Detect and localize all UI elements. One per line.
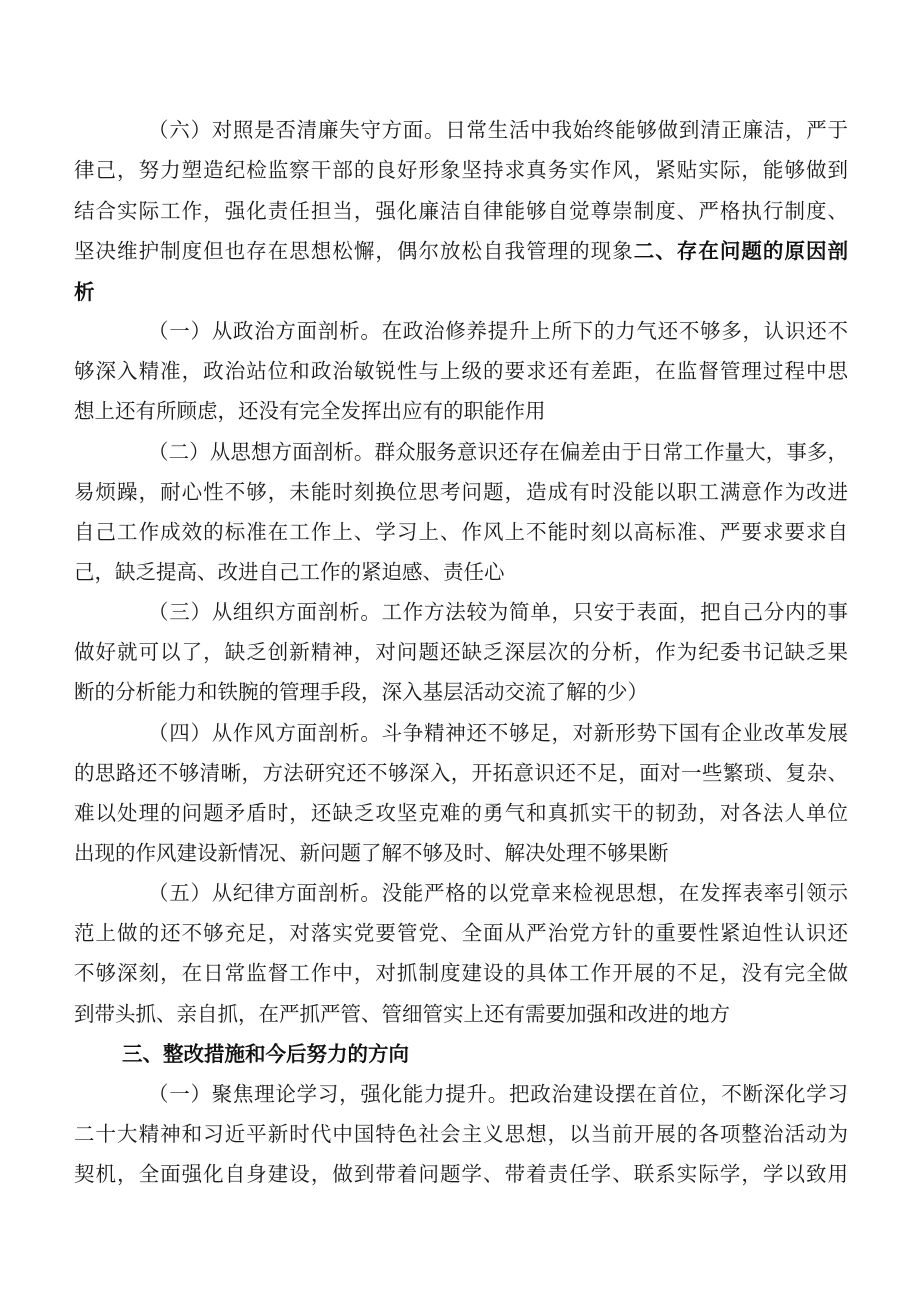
cause-5-line-3: 不够深刻，在日常监督工作中，对抓制度建设的具体工作开展的不足，没有完全做 xyxy=(74,961,848,985)
paragraph-6-line-1: （六）对照是否清廉失守方面。日常生活中我始终能够做到清正廉洁，严于 xyxy=(148,118,848,142)
cause-2-line-1: （二）从思想方面剖析。群众服务意识还存在偏差由于日常工作量大，事多， xyxy=(148,440,848,464)
section-2-heading: 二、存在问题的原因剖 xyxy=(633,239,849,263)
cause-3-line-1: （三）从组织方面剖析。工作方法较为简单，只安于表面，把自己分内的事 xyxy=(148,600,848,624)
cause-1-line-1: （一）从政治方面剖析。在政治修养提升上所下的力气还不够多，认识还不 xyxy=(148,319,848,343)
cause-4-line-3: 难以处理的问题矛盾时，还缺乏攻坚克难的勇气和真抓实干的韧劲，对各法人单位 xyxy=(74,801,848,825)
cause-5-line-2: 范上做的还不够充足，对落实党要管党、全面从严治党方针的重要性紧迫性认识还 xyxy=(74,921,848,945)
cause-2-line-2: 易烦躁，耐心性不够，未能时刻换位思考问题，造成有时没能以职工满意作为改进 xyxy=(74,480,848,504)
paragraph-6-line-4 xyxy=(74,231,848,271)
measure-1-line-3: 契机，全面强化自身建设，做到带着问题学、带着责任学、联系实际学，学以致用 xyxy=(74,1162,848,1186)
section-2-heading-tail: 析 xyxy=(74,280,95,304)
cause-1-line-3: 想上还有所顾虑，还没有完全发挥出应有的职能作用 xyxy=(74,399,546,423)
cause-4-line-4: 出现的作风建设新情况、新问题了解不够及时、解决处理不够果断 xyxy=(74,841,669,865)
cause-4-line-1: （四）从作风方面剖析。斗争精神还不够足，对新形势下国有企业改革发展 xyxy=(148,721,848,745)
cause-3-line-3: 断的分析能力和铁腕的管理手段，深入基层活动交流了解的少） xyxy=(74,680,648,704)
measure-1-line-1: （一）聚焦理论学习，强化能力提升。把政治建设摆在首位，不断深化学习 xyxy=(148,1082,848,1106)
section-3-heading: 三、整改措施和今后努力的方向 xyxy=(122,1042,409,1066)
cause-2-line-4: 己，缺乏提高、改进自己工作的紧迫感、责任心 xyxy=(74,560,505,584)
cause-2-line-3: 自己工作成效的标准在工作上、学习上、作风上不能时刻以高标准、严要求要求自 xyxy=(74,520,848,544)
cause-5-line-4: 到带头抓、亲自抓，在严抓严管、管细管实上还有需要加强和改进的地方 xyxy=(74,1002,730,1026)
measure-1-line-2: 二十大精神和习近平新时代中国特色社会主义思想，以当前开展的各项整治活动为 xyxy=(74,1122,848,1146)
cause-1-line-2: 够深入精准，政治站位和政治敏锐性与上级的要求还有差距，在监督管理过程中思 xyxy=(74,359,848,383)
cause-3-line-2: 做好就可以了，缺乏创新精神，对问题还缺乏深层次的分析，作为纪委书记缺乏果 xyxy=(74,640,848,664)
paragraph-6-line-3: 结合实际工作，强化责任担当，强化廉洁自律能够自觉尊崇制度、严格执行制度、 xyxy=(74,199,848,223)
cause-5-line-1: （五）从纪律方面剖析。没能严格的以党章来检视思想，在发挥表率引领示 xyxy=(148,881,848,905)
paragraph-6-line-2: 律己，努力塑造纪检监察干部的良好形象坚持求真务实作风，紧贴实际，能够做到 xyxy=(74,158,848,182)
cause-4-line-2: 的思路还不够清晰，方法研究还不够深入，开拓意识还不足，面对一些繁琐、复杂、 xyxy=(74,761,848,785)
section-2-heading-continued xyxy=(74,272,848,312)
paragraph-6-line-4-text: 坚决维护制度但也存在思想松懈，偶尔放松自我管理的现象 xyxy=(74,239,634,263)
